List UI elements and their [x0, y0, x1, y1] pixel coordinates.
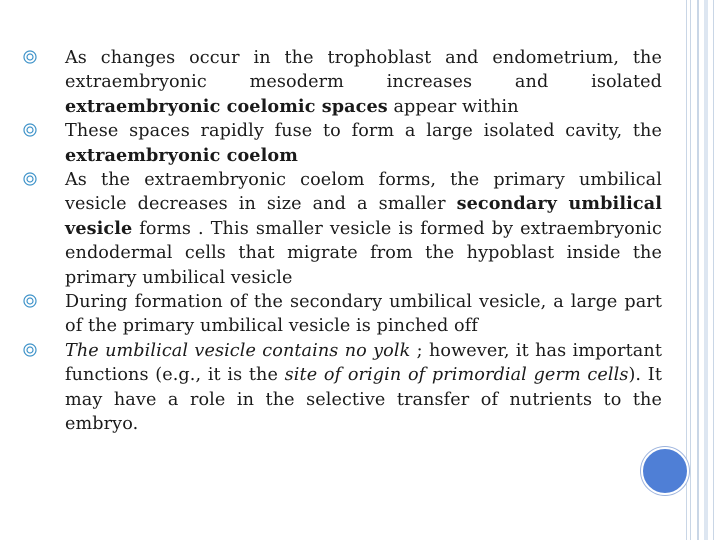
- text-run: These spaces rapidly fuse to form a large isolated cavity, the: [65, 121, 662, 142]
- text-run: appear within: [387, 96, 519, 117]
- decorative-line: [704, 0, 708, 540]
- text-run: As the extraembryonic coelom forms, the primary umbilical vesicle decreases in size and a smaller: [65, 170, 662, 215]
- bullet-item: [22, 168, 662, 290]
- bullet-icon: [22, 122, 38, 138]
- bullet-text: [65, 339, 662, 437]
- decorative-line: [690, 0, 691, 540]
- bullet-item: [22, 339, 662, 437]
- decorative-line: [713, 0, 714, 540]
- bullet-icon: [22, 171, 38, 187]
- text-run: forms . This smaller vesicle is formed by extraembryonic endodermal cells that migrate from the hypoblast inside the primary umbilical vesicle: [65, 218, 662, 288]
- italic-phrase: site of origin of primordial germ cells: [284, 365, 629, 386]
- bullet-list: [22, 46, 662, 437]
- bullet-item: [22, 46, 662, 119]
- italic-phrase: The umbilical vesicle contains no yolk: [65, 340, 411, 361]
- text-run: During formation of the secondary umbilical vesicle, a large part of the primary umbilical vesicle is pinched off: [65, 292, 662, 337]
- bold-term: extraembryonic coelomic spaces: [65, 95, 388, 117]
- bullet-text: [65, 168, 662, 290]
- text-run: As changes occur in the trophoblast and endometrium, the extraembryonic mesoderm increases and isolated: [65, 48, 662, 93]
- text-run: ). It may have a role in the selective transfer of nutrients to the embryo.: [65, 365, 662, 435]
- bullet-icon: [22, 342, 38, 358]
- bullet-text: [65, 290, 662, 339]
- decorative-line: [697, 0, 699, 540]
- bullet-item: [22, 119, 662, 168]
- bullet-icon: [22, 293, 38, 309]
- accent-circle: [641, 447, 689, 495]
- bold-term: extraembryonic coelom: [65, 144, 298, 166]
- text-run: ; however, it has important functions (e.g., it is the: [65, 340, 662, 386]
- bullet-item: [22, 290, 662, 339]
- bullet-text: [65, 119, 662, 168]
- bullet-text: [65, 46, 662, 119]
- bullet-icon: [22, 49, 38, 65]
- bold-term: secondary umbilical vesicle: [65, 193, 662, 239]
